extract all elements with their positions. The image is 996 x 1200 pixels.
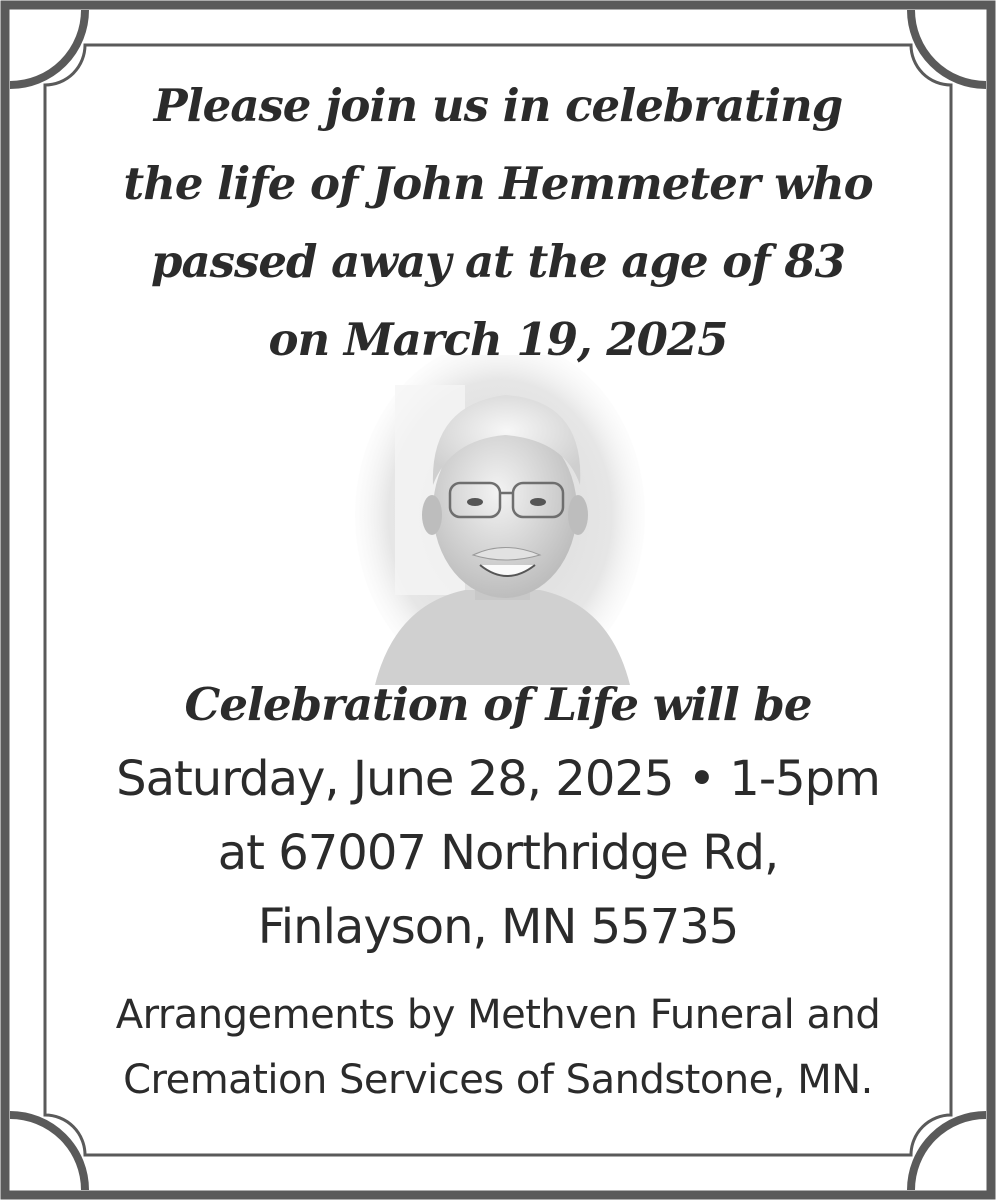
headline-line-4: on March 19, 2025 xyxy=(268,313,728,366)
photo-eye-left xyxy=(467,498,483,506)
photo-ear-left xyxy=(422,495,442,535)
arrangements xyxy=(0,983,996,1113)
photo-ear-right xyxy=(568,495,588,535)
event-details xyxy=(0,742,996,964)
celebration-heading xyxy=(0,666,996,744)
celebration-heading-text: Celebration of Life will be xyxy=(184,678,812,731)
portrait-photo xyxy=(355,355,645,685)
arrangements-line-1: Arrangements by Methven Funeral and xyxy=(115,992,881,1038)
event-date-time: Saturday, June 28, 2025 • 1-5pm xyxy=(116,751,880,807)
arrangements-line-2: Cremation Services of Sandstone, MN. xyxy=(123,1057,873,1103)
photo-eye-right xyxy=(530,498,546,506)
headline-line-2: the life of John Hemmeter who xyxy=(123,157,873,210)
headline-line-1: Please join us in celebrating xyxy=(153,79,843,132)
event-address-line-1: at 67007 Northridge Rd, xyxy=(217,825,779,881)
headline xyxy=(0,67,996,379)
headline-line-3: passed away at the age of 83 xyxy=(151,235,845,288)
event-address-line-2: Finlayson, MN 55735 xyxy=(257,899,739,955)
